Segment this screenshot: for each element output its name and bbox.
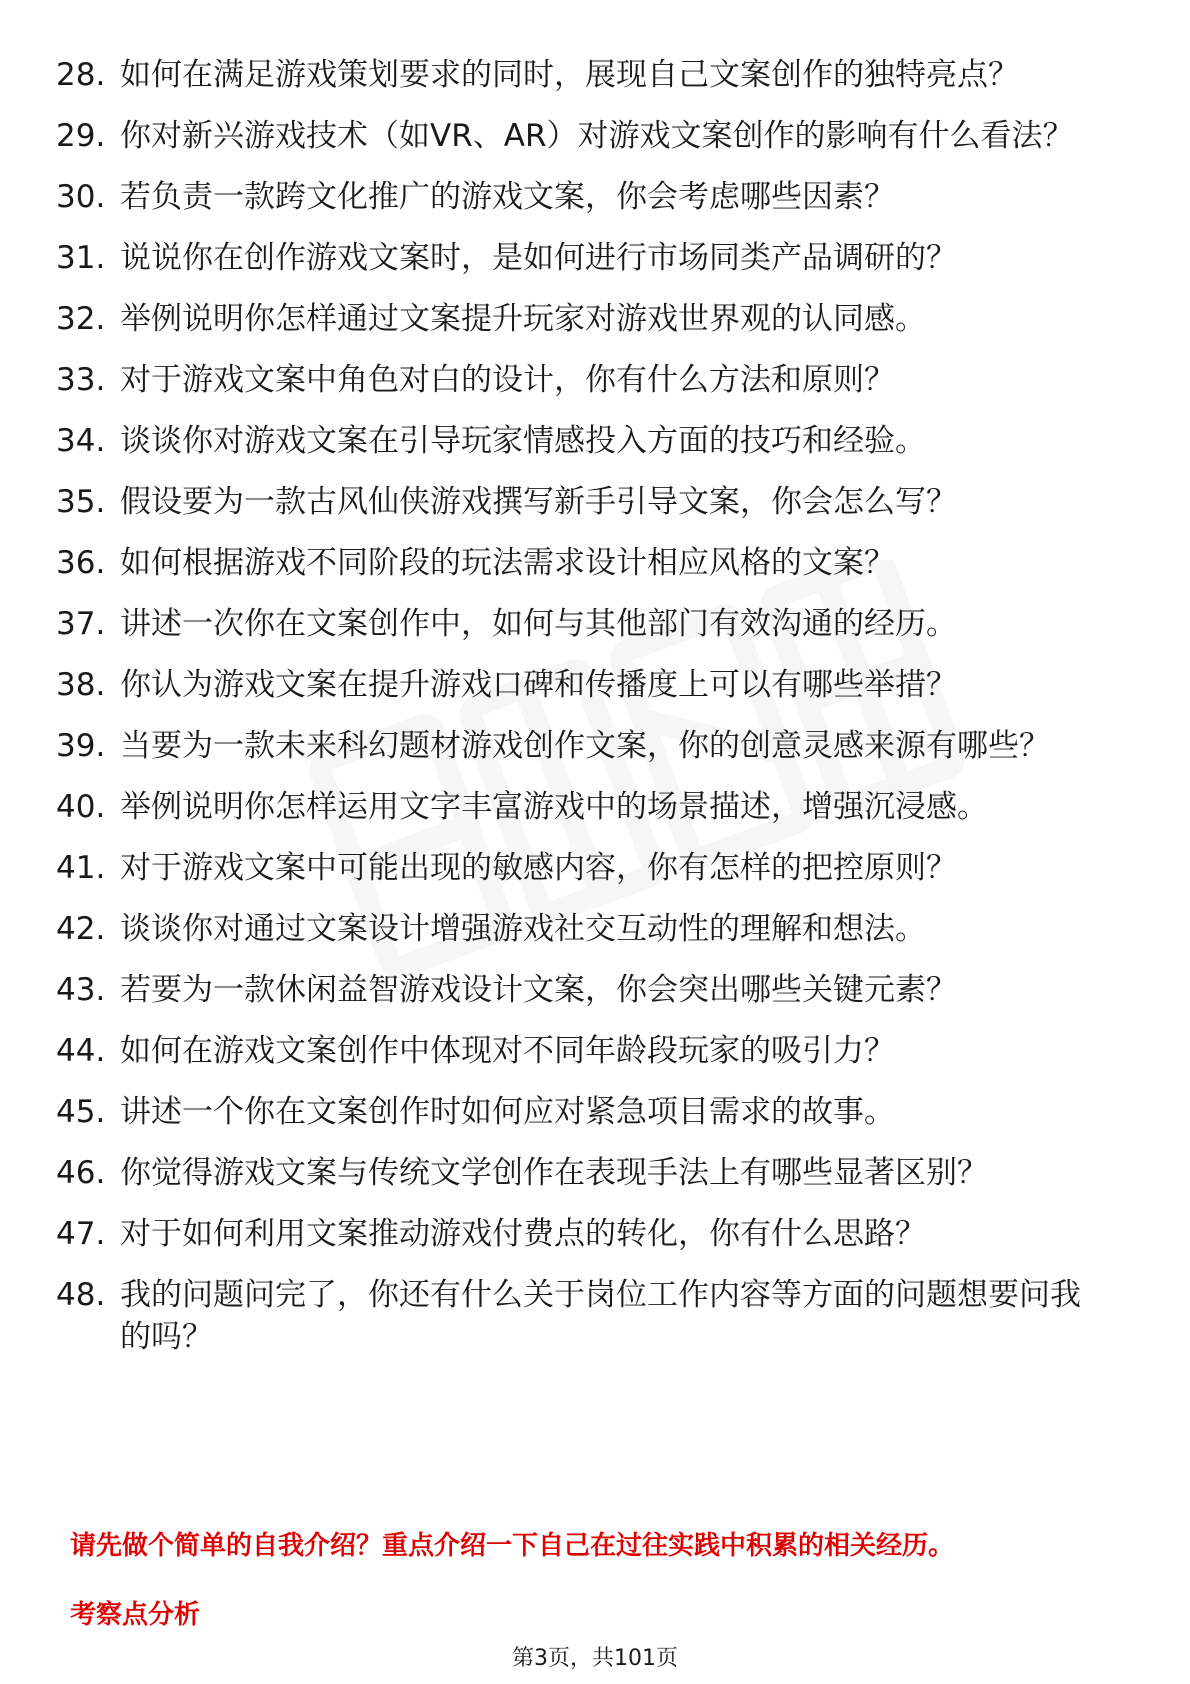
question-number: 45. — [56, 1094, 106, 1130]
question-number: 39. — [56, 728, 106, 764]
list-item — [56, 1152, 1136, 1194]
section-title: 考察点分析 — [70, 1600, 201, 1630]
question-number: 30. — [56, 179, 106, 215]
question-text: 你觉得游戏文案与传统文学创作在表现手法上有哪些显著区别？ — [120, 1155, 988, 1191]
question-number: 28. — [56, 57, 106, 93]
question-number: 38. — [56, 667, 106, 703]
question-text: 如何在满足游戏策划要求的同时，展现自己文案创作的独特亮点？ — [120, 57, 1019, 93]
list-item — [56, 420, 1136, 462]
question-text: 讲述一个你在文案创作时如何应对紧急项目需求的故事。 — [120, 1094, 895, 1130]
list-item — [56, 603, 1136, 645]
question-number: 33. — [56, 362, 106, 398]
question-number: 34. — [56, 423, 106, 459]
question-text: 对于游戏文案中可能出现的敏感内容，你有怎样的把控原则？ — [120, 850, 957, 886]
question-number: 40. — [56, 789, 106, 825]
question-number: 47. — [56, 1216, 106, 1252]
list-item — [56, 176, 1136, 218]
question-number: 41. — [56, 850, 106, 886]
list-item — [56, 1091, 1136, 1133]
list-item — [56, 969, 1136, 1011]
question-text: 说说你在创作游戏文案时，是如何进行市场同类产品调研的？ — [120, 240, 957, 276]
list-item — [56, 1274, 1136, 1358]
question-text: 假设要为一款古风仙侠游戏撰写新手引导文案，你会怎么写？ — [120, 484, 957, 520]
list-item — [56, 786, 1136, 828]
list-item — [56, 359, 1136, 401]
question-number: 44. — [56, 1033, 106, 1069]
question-text: 讲述一次你在文案创作中，如何与其他部门有效沟通的经历。 — [120, 606, 957, 642]
question-text: 举例说明你怎样运用文字丰富游戏中的场景描述，增强沉浸感。 — [120, 789, 988, 825]
question-text: 举例说明你怎样通过文案提升玩家对游戏世界观的认同感。 — [120, 301, 926, 337]
question-list — [56, 54, 1136, 1377]
question-text: 当要为一款未来科幻题材游戏创作文案，你的创意灵感来源有哪些？ — [120, 728, 1050, 764]
list-item — [56, 237, 1136, 279]
question-number: 37. — [56, 606, 106, 642]
question-number: 29. — [56, 118, 106, 154]
question-number: 46. — [56, 1155, 106, 1191]
list-item — [56, 542, 1136, 584]
question-text: 对于游戏文案中角色对白的设计，你有什么方法和原则？ — [120, 362, 895, 398]
list-item — [56, 1213, 1136, 1255]
question-text: 对于如何利用文案推动游戏付费点的转化，你有什么思路？ — [120, 1216, 926, 1252]
list-item — [56, 847, 1136, 889]
list-item — [56, 664, 1136, 706]
list-item — [56, 481, 1136, 523]
list-item — [56, 298, 1136, 340]
list-item — [56, 115, 1136, 157]
question-text: 如何在游戏文案创作中体现对不同年龄段玩家的吸引力？ — [120, 1033, 895, 1069]
question-number: 48. — [56, 1277, 106, 1313]
question-text: 我的问题问完了，你还有什么关于岗位工作内容等方面的问题想要问我的吗？ — [120, 1277, 1081, 1355]
list-item — [56, 1030, 1136, 1072]
question-text: 若负责一款跨文化推广的游戏文案，你会考虑哪些因素？ — [120, 179, 895, 215]
highlight-question: 请先做个简单的自我介绍？重点介绍一下自己在过往实践中积累的相关经历。 — [70, 1531, 955, 1561]
question-number: 32. — [56, 301, 106, 337]
question-number: 31. — [56, 240, 106, 276]
question-text: 谈谈你对通过文案设计增强游戏社交互动性的理解和想法。 — [120, 911, 926, 947]
list-item — [56, 54, 1136, 96]
question-text: 谈谈你对游戏文案在引导玩家情感投入方面的技巧和经验。 — [120, 423, 926, 459]
question-text: 若要为一款休闲益智游戏设计文案，你会突出哪些关键元素？ — [120, 972, 957, 1008]
question-number: 42. — [56, 911, 106, 947]
page-number: 第3页，共101页 — [512, 1646, 678, 1671]
list-item — [56, 725, 1136, 767]
question-number: 35. — [56, 484, 106, 520]
question-text: 你对新兴游戏技术（如VR、AR）对游戏文案创作的影响有什么看法？ — [120, 118, 1074, 154]
list-item — [56, 908, 1136, 950]
question-number: 43. — [56, 972, 106, 1008]
question-text: 如何根据游戏不同阶段的玩法需求设计相应风格的文案？ — [120, 545, 895, 581]
question-text: 你认为游戏文案在提升游戏口碑和传播度上可以有哪些举措？ — [120, 667, 957, 703]
question-number: 36. — [56, 545, 106, 581]
